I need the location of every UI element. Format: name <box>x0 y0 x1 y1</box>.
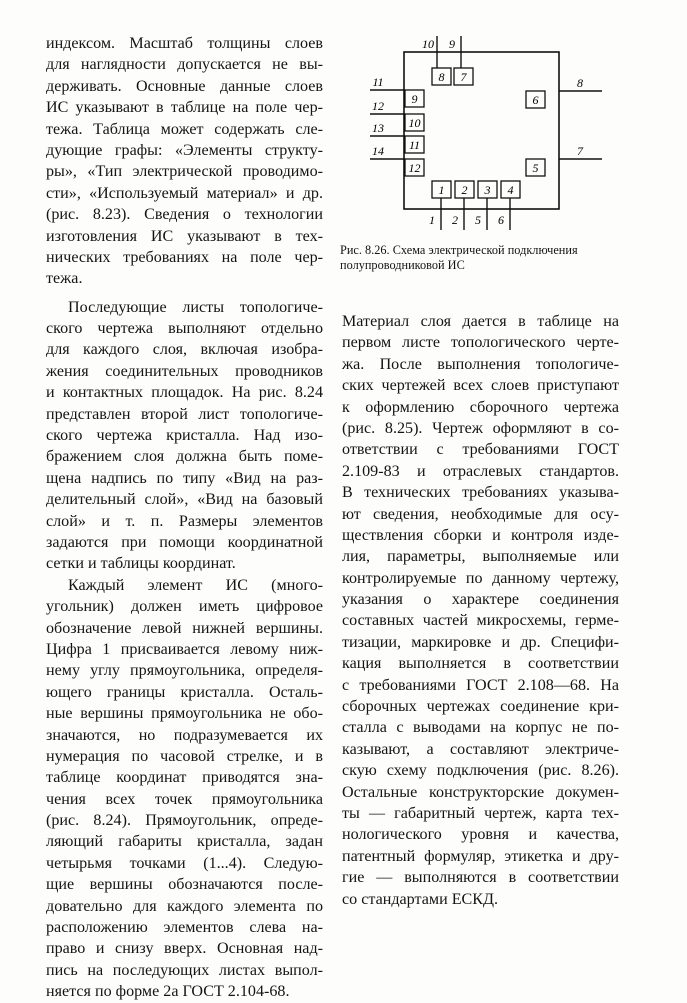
text-line: няется по форме 2а ГОСТ 2.104-68. <box>46 983 290 1001</box>
pad-label: 12 <box>408 161 421 175</box>
lead-label: 2 <box>452 213 458 227</box>
text-line: для каждого слоя, включая изобра- <box>46 341 323 359</box>
lead-label: 11 <box>372 75 384 89</box>
text-line: право и снизу вверх. Основная над- <box>46 940 323 958</box>
lead-label: 12 <box>372 99 384 113</box>
text-line: (рис. 8.25). Чертеж оформляют в со- <box>342 419 619 437</box>
lead-label: 10 <box>422 37 434 51</box>
text-line: с требованиями ГОСТ 2.108—68. На <box>342 676 619 694</box>
chip-outline <box>404 52 559 209</box>
lead-label: 6 <box>498 213 504 227</box>
text-line: сти», «Используемый материал» и др. <box>46 184 323 202</box>
text-line: составных частей микросхемы, герме- <box>342 612 619 630</box>
text-line: значаются, но подразумевается их <box>46 726 323 744</box>
text-line: индексом. Масштаб толщины слоев <box>46 35 323 52</box>
text-line: патентный формуляр, этикетка и дру- <box>342 847 619 865</box>
right-text-column <box>342 311 619 910</box>
text-line: ществления сборки и контроля изде- <box>342 526 619 544</box>
text-line: изготовления ИС указывают в тех- <box>46 227 323 245</box>
text-line: тизации, маркировке и др. Специфи- <box>342 633 619 651</box>
text-line: сталла с выводами на корпус не по- <box>342 719 619 737</box>
text-line: слой» и т. п. Размеры элементов <box>46 512 323 530</box>
text-line: щие вершины обозначаются после- <box>46 876 323 894</box>
caption-line-2: полупроводниковой ИС <box>340 258 465 272</box>
text-line: В технических требованиях указыва- <box>342 484 619 502</box>
text-line: ских чертежей всех слоев приступают <box>342 377 619 395</box>
pad-label: 5 <box>532 161 539 175</box>
text-line: тежа. Таблица может содержать сле- <box>46 120 323 138</box>
text-line: четырьмя точками (1...4). Следую- <box>46 854 323 872</box>
lead-label: 8 <box>577 76 583 90</box>
pad-label: 10 <box>408 116 421 130</box>
text-line: Цифра 1 присваивается левому ниж- <box>46 640 323 658</box>
text-line: задаются при помощи координатной <box>46 533 323 551</box>
text-line: держивать. Основные данные слоев <box>46 77 323 95</box>
pad-label: 4 <box>507 183 514 197</box>
figure-caption <box>340 243 625 273</box>
text-line: пись на последующих листах выпол- <box>46 961 323 979</box>
text-line: со стандартами ЕСКД. <box>342 890 499 908</box>
pad-label: 6 <box>532 93 539 107</box>
pad-label: 3 <box>484 183 491 197</box>
lead-label: 9 <box>449 37 455 51</box>
lead-label: 13 <box>372 121 384 135</box>
paragraph-gap <box>46 290 323 297</box>
pad-label: 2 <box>461 183 468 197</box>
text-line: 2.109-83 и отраслевых стандартов. <box>342 462 619 480</box>
text-line: расположению элементов слева на- <box>46 919 323 937</box>
lead-label: 7 <box>577 144 583 158</box>
text-line: ского чертежа кристалла. Над изо- <box>46 427 323 445</box>
text-line: лия, параметры, выполняемые или <box>342 548 619 566</box>
text-line: гие — выполняются в соответствии <box>342 869 619 887</box>
text-line: ляющий габариты кристалла, задан <box>46 833 323 851</box>
text-line: Последующие листы топологиче- <box>68 298 323 316</box>
text-line: контролируемые по данному чертежу, <box>342 569 619 587</box>
pad-label: 11 <box>408 138 421 152</box>
text-line: ры», «Тип электрической проводимо- <box>46 163 323 181</box>
text-line: таблице координат приводятся зна- <box>46 769 323 787</box>
text-line: дующие графы: «Элементы структу- <box>46 141 323 159</box>
text-line: кация выполняется в соответствии <box>342 655 619 673</box>
text-line: ют сведения, необходимые для осу- <box>342 505 619 523</box>
text-line: тежа. <box>46 270 83 288</box>
text-line: первом листе топологического черте- <box>342 334 619 352</box>
text-line: бражением слоя должна быть поме- <box>46 448 323 466</box>
text-line: нических требованиях на поле чер- <box>46 248 323 266</box>
text-line: нумерация по часовой стрелке, и в <box>46 747 323 765</box>
lead-label: 14 <box>372 144 384 158</box>
text-line: Остальные конструкторские докумен- <box>342 783 619 801</box>
text-line: обозначение левой нижней вершины. <box>46 619 323 637</box>
text-line: нему углу прямоугольника, определя- <box>46 662 323 680</box>
ic-connection-diagram <box>340 32 630 232</box>
pad-label: 8 <box>438 70 445 84</box>
lead-label: 5 <box>475 213 481 227</box>
text-line: к оформлению сборочного чертежа <box>342 398 619 416</box>
text-line: жа. После выполнения топологиче- <box>342 355 619 373</box>
left-text-column <box>46 33 323 1003</box>
text-line: (рис. 8.23). Сведения о технологии <box>46 206 323 224</box>
pad-label: 7 <box>460 70 467 84</box>
text-line: Материал слоя дается в таблице на <box>342 313 619 330</box>
text-line: делительный слой», «Вид на базовый <box>46 491 323 509</box>
text-line: Каждый элемент ИС (много- <box>68 576 323 594</box>
text-line: и контактных площадок. На рис. 8.24 <box>46 384 323 402</box>
text-line: нологического уровня и качества, <box>342 826 619 844</box>
text-line: для наглядности допускается не вы- <box>46 56 323 74</box>
text-line: ные вершины прямоугольника не обо- <box>46 705 323 723</box>
pad-label: 9 <box>411 92 418 106</box>
text-line: сетки и таблицы координат. <box>46 555 236 573</box>
text-line: ИС указывают в таблице на поле чер- <box>46 99 323 117</box>
text-line: сборочных чертежах соединение кри- <box>342 698 619 716</box>
text-line: угольник) должен иметь цифровое <box>46 598 323 616</box>
text-line: ты — габаритный чертеж, карта тех- <box>342 804 619 822</box>
text-line: представлен второй лист топологиче- <box>46 405 323 423</box>
text-line: чения всех точек прямоугольника <box>46 790 323 808</box>
text-line: жения соединительных проводников <box>46 362 323 380</box>
text-line: казывают, а составляют электриче- <box>342 740 619 758</box>
text-line: ответствии с требованиями ГОСТ <box>342 441 619 459</box>
text-line: ского чертежа выполняют отдельно <box>46 320 323 338</box>
lead-label: 1 <box>429 213 435 227</box>
text-line: довательно для каждого элемента по <box>46 897 323 915</box>
text-line: скую схему подключения (рис. 8.26). <box>342 762 619 780</box>
text-line: указания о характере соединения <box>342 591 619 609</box>
text-line: щена надпись по типу «Вид на раз- <box>46 469 323 487</box>
pad-label: 1 <box>438 183 445 197</box>
text-line: ющего границы кристалла. Осталь- <box>46 683 323 701</box>
caption-line-1: Рис. 8.26. Схема электрической подключения <box>340 243 578 257</box>
text-line: (рис. 8.24). Прямоугольник, опреде- <box>46 812 323 830</box>
